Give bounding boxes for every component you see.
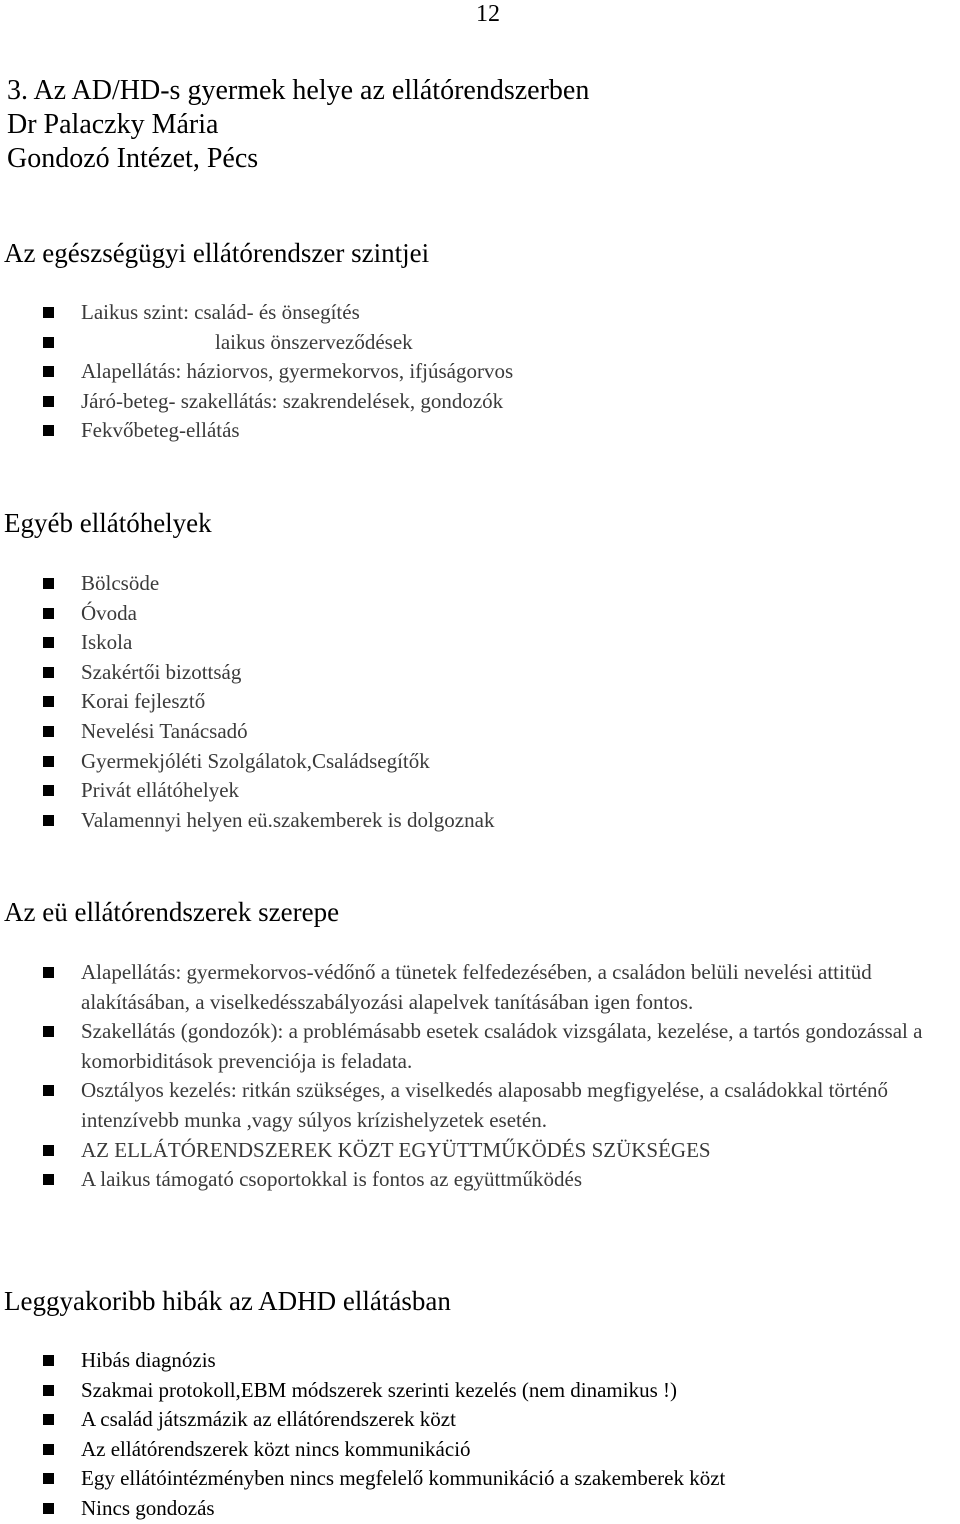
list-item: Szakellátás (gondozók): a problémásabb esetek családok vizsgálata, kezelése, a tartós gondozással a komorbiditások prevenciója is feladata.	[43, 1017, 955, 1076]
bullet-square-icon	[43, 425, 54, 436]
list-item: laikus önszerveződések	[43, 328, 955, 358]
other-places-list	[43, 569, 955, 835]
bullet-square-icon	[43, 608, 54, 619]
list-item: Nincs gondozás	[43, 1494, 955, 1524]
bullet-square-icon	[43, 1444, 54, 1455]
bullet-square-icon	[43, 1355, 54, 1366]
bullet-square-icon	[43, 756, 54, 767]
section-heading-levels: Az egészségügyi ellátórendszer szintjei	[4, 238, 430, 268]
list-item: Gyermekjóléti Szolgálatok,Családsegítők	[43, 747, 955, 777]
bullet-square-icon	[43, 815, 54, 826]
list-item: Iskola	[43, 628, 955, 658]
list-item: Korai fejlesztő	[43, 687, 955, 717]
list-item: Alapellátás: háziorvos, gyermekorvos, ifjúságorvos	[43, 357, 955, 387]
list-item: Alapellátás: gyermekorvos-védőnő a tünetek felfedezésében, a családon belüli nevelési attitüd alakításában, a viselkedésszabályozási alapelvek tanításában igen fontos.	[43, 958, 955, 1017]
list-item: Fekvőbeteg-ellátás	[43, 416, 955, 446]
list-item: Laikus szint: család- és önsegítés	[43, 298, 955, 328]
page-number: 12	[476, 1, 500, 27]
bullet-square-icon	[43, 1026, 54, 1037]
bullet-square-icon	[43, 307, 54, 318]
bullet-square-icon	[43, 785, 54, 796]
list-item: Egy ellátóintézményben nincs megfelelő kommunikáció a szakemberek közt	[43, 1464, 955, 1494]
list-item: Óvoda	[43, 599, 955, 629]
bullet-square-icon	[43, 696, 54, 707]
document-title	[7, 74, 589, 176]
section-heading-errors: Leggyakoribb hibák az ADHD ellátásban	[4, 1286, 451, 1316]
bullet-square-icon	[43, 396, 54, 407]
bullet-square-icon	[43, 726, 54, 737]
list-item: Hibás diagnózis	[43, 1346, 955, 1376]
list-item: Nevelési Tanácsadó	[43, 717, 955, 747]
bullet-square-icon	[43, 1174, 54, 1185]
bullet-square-icon	[43, 578, 54, 589]
bullet-square-icon	[43, 967, 54, 978]
list-item: Osztályos kezelés: ritkán szükséges, a viselkedés alaposabb megfigyelése, a családokkal történő intenzívebb munka ,vagy súlyos krízishelyzetek esetén.	[43, 1076, 955, 1135]
title-line: 3. Az AD/HD-s gyermek helye az ellátórendszerben	[7, 75, 590, 106]
bullet-square-icon	[43, 1503, 54, 1514]
list-item: Az ellátórendszerek közt nincs kommunikáció	[43, 1435, 955, 1465]
bullet-square-icon	[43, 1145, 54, 1156]
list-item: Járó-beteg- szakellátás: szakrendelések, gondozók	[43, 387, 955, 417]
bullet-square-icon	[43, 366, 54, 377]
list-item: Szakmai protokoll,EBM módszerek szerinti kezelés (nem dinamikus !)	[43, 1376, 955, 1406]
bullet-square-icon	[43, 337, 54, 348]
institution-line: Gondozó Intézet, Pécs	[7, 143, 259, 174]
bullet-square-icon	[43, 1085, 54, 1096]
levels-list	[43, 298, 955, 446]
bullet-square-icon	[43, 1385, 54, 1396]
list-item: Valamennyi helyen eü.szakemberek is dolgoznak	[43, 806, 955, 836]
bullet-square-icon	[43, 1473, 54, 1484]
list-item: Privát ellátóhelyek	[43, 776, 955, 806]
author-line: Dr Palaczky Mária	[7, 109, 219, 140]
role-list	[43, 958, 955, 1195]
section-heading-role: Az eü ellátórendszerek szerepe	[4, 897, 340, 927]
bullet-square-icon	[43, 1414, 54, 1425]
bullet-square-icon	[43, 667, 54, 678]
errors-list	[43, 1346, 955, 1524]
list-item: Bölcsöde	[43, 569, 955, 599]
list-item: A laikus támogató csoportokkal is fontos az együttműködés	[43, 1165, 955, 1195]
section-heading-other-places: Egyéb ellátóhelyek	[4, 508, 212, 538]
list-item: A család játszmázik az ellátórendszerek közt	[43, 1405, 955, 1435]
list-item: Szakértői bizottság	[43, 658, 955, 688]
list-item: AZ ELLÁTÓRENDSZEREK KÖZT EGYÜTTMŰKÖDÉS SZÜKSÉGES	[43, 1136, 955, 1166]
bullet-square-icon	[43, 637, 54, 648]
